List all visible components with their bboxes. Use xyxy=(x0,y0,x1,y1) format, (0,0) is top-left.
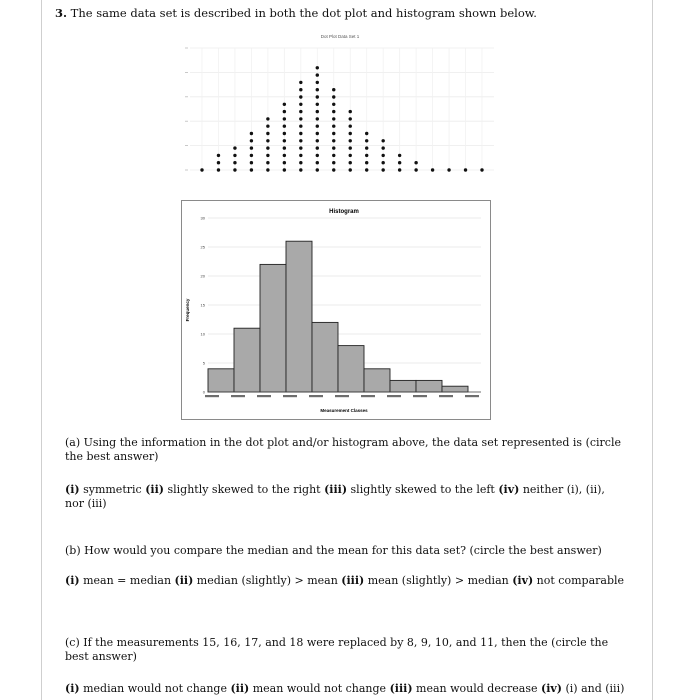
dot-plot-dot xyxy=(266,139,269,142)
dot-plot-dot xyxy=(283,103,286,106)
dot-plot-dot xyxy=(332,161,335,164)
dot-plot-dot xyxy=(349,161,352,164)
histogram-bar xyxy=(390,380,416,392)
histogram-y-tick-label: 10 xyxy=(200,331,205,337)
histogram-x-tick-label xyxy=(335,395,349,397)
part-c-options xyxy=(65,682,625,696)
part-a-option-ii-number: (ii) xyxy=(145,483,164,496)
dot-plot-dot xyxy=(266,146,269,149)
dot-plot-dot xyxy=(250,161,253,164)
dot-plot-dot xyxy=(283,161,286,164)
dot-plot-dot xyxy=(283,117,286,120)
dot-plot-dot xyxy=(299,146,302,149)
dot-plot-dot xyxy=(398,168,401,171)
dot-plot-dot xyxy=(349,132,352,135)
part-b-option-i-number: (i) xyxy=(65,574,80,587)
dot-plot-dot xyxy=(299,103,302,106)
dot-plot-dot xyxy=(299,81,302,84)
dot-plot-dot xyxy=(316,66,319,69)
dot-plot-dot xyxy=(365,132,368,135)
dot-plot-dot xyxy=(414,168,417,171)
dot-plot-dot xyxy=(266,154,269,157)
dot-plot-dot xyxy=(283,146,286,149)
dot-plot-dot xyxy=(349,117,352,120)
part-b-prompt: (b) How would you compare the median and the mean for this data set? (circle the best answer) xyxy=(65,544,602,557)
page-border-left xyxy=(41,0,42,700)
part-a-option-iv-number: (iv) xyxy=(498,483,520,496)
dot-plot-dot xyxy=(266,125,269,128)
histogram-x-tick-label xyxy=(361,395,375,397)
dot-plot-dot xyxy=(299,161,302,164)
histogram-bar xyxy=(260,264,286,392)
histogram-x-tick-label xyxy=(413,395,427,397)
part-b-option-i: mean = median xyxy=(79,574,175,587)
dot-plot-dot xyxy=(381,154,384,157)
histogram-x-tick-label xyxy=(283,395,297,397)
dot-plot-dot xyxy=(316,117,319,120)
part-c-prompt: (c) If the measurements 15, 16, 17, and 18 were replaced by 8, 9, 10, and 11, then the (circle the best answer) xyxy=(65,636,609,663)
dot-plot-dot xyxy=(250,132,253,135)
dot-plot-dot xyxy=(283,139,286,142)
dot-plot-dot xyxy=(266,161,269,164)
dot-plot-dot xyxy=(316,132,319,135)
dot-plot-dot xyxy=(349,139,352,142)
dot-plot-dot xyxy=(398,161,401,164)
dot-plot-dot xyxy=(283,125,286,128)
histogram-x-tick-label xyxy=(465,395,479,397)
dot-plot-dot xyxy=(233,161,236,164)
dot-plot-dot xyxy=(332,154,335,157)
dot-plot-dot xyxy=(349,110,352,113)
part-b-option-iii: mean (slightly) > median xyxy=(364,574,513,587)
dot-plot-dot xyxy=(365,168,368,171)
dot-plot-dot xyxy=(365,154,368,157)
part-b-option-ii: median (slightly) > mean xyxy=(193,574,342,587)
dot-plot-dot xyxy=(283,154,286,157)
dot-plot-dot xyxy=(250,139,253,142)
dot-plot-dot xyxy=(316,110,319,113)
dot-plot-dot xyxy=(250,146,253,149)
histogram-y-tick-label: 15 xyxy=(200,302,205,308)
dot-plot-dot xyxy=(349,168,352,171)
dot-plot-dot xyxy=(283,110,286,113)
part-b-options xyxy=(65,574,625,588)
part-a-option-iv: neither (i), (ii), nor (iii) xyxy=(65,483,605,510)
dot-plot-dot xyxy=(332,103,335,106)
dot-plot-dot xyxy=(316,103,319,106)
histogram-bar xyxy=(338,346,364,392)
part-c-option-ii-number: (ii) xyxy=(230,682,250,695)
question-text: The same data set is described in both the dot plot and histogram shown below. xyxy=(70,6,537,20)
dot-plot-dot xyxy=(316,125,319,128)
dot-plot-dot xyxy=(299,125,302,128)
dot-plot-dot xyxy=(266,168,269,171)
dot-plot-dot xyxy=(332,132,335,135)
dot-plot-dot xyxy=(217,161,220,164)
dot-plot-dot xyxy=(299,168,302,171)
dot-plot-dot xyxy=(283,132,286,135)
part-b-option-iii-number: (iii) xyxy=(341,574,365,587)
histogram-bar xyxy=(442,386,468,392)
dot-plot-dot xyxy=(299,117,302,120)
dot-plot-dot xyxy=(299,88,302,91)
part-a-option-iii: slightly skewed to the left xyxy=(347,483,499,496)
dot-plot-dot xyxy=(431,168,434,171)
dot-plot-dot xyxy=(250,154,253,157)
dot-plot-dot xyxy=(316,168,319,171)
histogram-bar xyxy=(286,241,312,392)
part-a-option-ii: slightly skewed to the right xyxy=(163,483,325,496)
dot-plot-dot xyxy=(332,146,335,149)
dot-plot-dot xyxy=(349,125,352,128)
histogram-x-tick-label xyxy=(439,395,453,397)
dot-plot-dot xyxy=(316,154,319,157)
dot-plot-dot xyxy=(365,161,368,164)
dot-plot-dot xyxy=(316,146,319,149)
dot-plot-dot xyxy=(316,73,319,76)
histogram-title: Histogram xyxy=(329,209,359,215)
dot-plot-title: Dot Plot Data Set 1 xyxy=(320,34,360,39)
part-c-option-i: median would not change xyxy=(79,682,231,695)
part-a-options xyxy=(65,483,625,511)
dot-plot-dot xyxy=(332,110,335,113)
histogram-x-tick-label xyxy=(205,395,219,397)
dot-plot-dot xyxy=(365,146,368,149)
dot-plot-dot xyxy=(332,139,335,142)
dot-plot-dot xyxy=(381,161,384,164)
histogram-bar xyxy=(312,322,338,392)
part-c-option-i-number: (i) xyxy=(65,682,80,695)
dot-plot-dot xyxy=(332,88,335,91)
histogram-x-tick-label xyxy=(231,395,245,397)
histogram-bar xyxy=(416,380,442,392)
part-b-option-iv: not comparable xyxy=(533,574,625,587)
dot-plot-dot xyxy=(233,168,236,171)
part-c-option-ii: mean would not change xyxy=(249,682,390,695)
dot-plot-dot xyxy=(332,168,335,171)
dot-plot-dot xyxy=(217,168,220,171)
part-c-option-iv: (i) and (iii) xyxy=(561,682,625,695)
histogram-x-tick-label xyxy=(257,395,271,397)
page-border-right xyxy=(652,0,653,700)
dot-plot-dot xyxy=(233,154,236,157)
dot-plot-dot xyxy=(233,146,236,149)
histogram-bar xyxy=(208,369,234,392)
histogram-bar xyxy=(364,369,390,392)
dot-plot-dot xyxy=(299,139,302,142)
dot-plot-dot xyxy=(266,117,269,120)
histogram-y-tick-label: 30 xyxy=(200,215,205,221)
dot-plot-dot xyxy=(299,132,302,135)
dot-plot-dot xyxy=(299,154,302,157)
dot-plot-dot xyxy=(381,168,384,171)
dot-plot-frame xyxy=(180,28,500,188)
question-heading xyxy=(55,6,537,20)
histogram-y-label: Frequency xyxy=(185,298,190,322)
histogram-y-tick-label: 5 xyxy=(202,360,205,366)
histogram-bar xyxy=(234,328,260,392)
histogram-x-tick-label xyxy=(387,395,401,397)
dot-plot-dot xyxy=(200,168,203,171)
dot-plot-dot xyxy=(349,146,352,149)
question-number: 3. xyxy=(55,6,68,20)
histogram-x-label: Measurement Classes xyxy=(320,408,368,413)
dot-plot-dot xyxy=(332,125,335,128)
dot-plot-dot xyxy=(381,139,384,142)
part-b-option-ii-number: (ii) xyxy=(174,574,194,587)
dot-plot-dot xyxy=(299,110,302,113)
histogram-chart xyxy=(181,200,491,420)
dot-plot-dot xyxy=(464,168,467,171)
part-a-option-i-number: (i) xyxy=(65,483,80,496)
dot-plot-chart xyxy=(180,28,500,188)
dot-plot-dot xyxy=(349,154,352,157)
dot-plot-dot xyxy=(250,168,253,171)
dot-plot-dot xyxy=(217,154,220,157)
part-c-option-iv-number: (iv) xyxy=(540,682,562,695)
dot-plot-dot xyxy=(316,81,319,84)
part-c-option-iii: mean would decrease xyxy=(412,682,541,695)
dot-plot-dot xyxy=(480,168,483,171)
dot-plot-dot xyxy=(332,95,335,98)
dot-plot-dot xyxy=(398,154,401,157)
dot-plot-dot xyxy=(283,168,286,171)
part-a-option-i: symmetric xyxy=(79,483,146,496)
dot-plot-dot xyxy=(266,132,269,135)
histogram-y-tick-label: 20 xyxy=(200,273,205,279)
dot-plot-dot xyxy=(316,95,319,98)
dot-plot-dot xyxy=(316,139,319,142)
histogram-y-tick-label: 0 xyxy=(202,389,205,395)
histogram-y-tick-label: 25 xyxy=(200,244,205,250)
part-b-option-iv-number: (iv) xyxy=(512,574,534,587)
dot-plot-dot xyxy=(381,146,384,149)
part-a-option-iii-number: (iii) xyxy=(324,483,348,496)
dot-plot-dot xyxy=(316,161,319,164)
dot-plot-dot xyxy=(299,95,302,98)
part-c-option-iii-number: (iii) xyxy=(389,682,413,695)
dot-plot-dot xyxy=(332,117,335,120)
dot-plot-dot xyxy=(414,161,417,164)
histogram-x-tick-label xyxy=(309,395,323,397)
dot-plot-dot xyxy=(316,88,319,91)
part-a-prompt: (a) Using the information in the dot plot and/or histogram above, the data set represented is (circle the best answer) xyxy=(65,436,621,463)
dot-plot-dot xyxy=(365,139,368,142)
dot-plot-dot xyxy=(447,168,450,171)
